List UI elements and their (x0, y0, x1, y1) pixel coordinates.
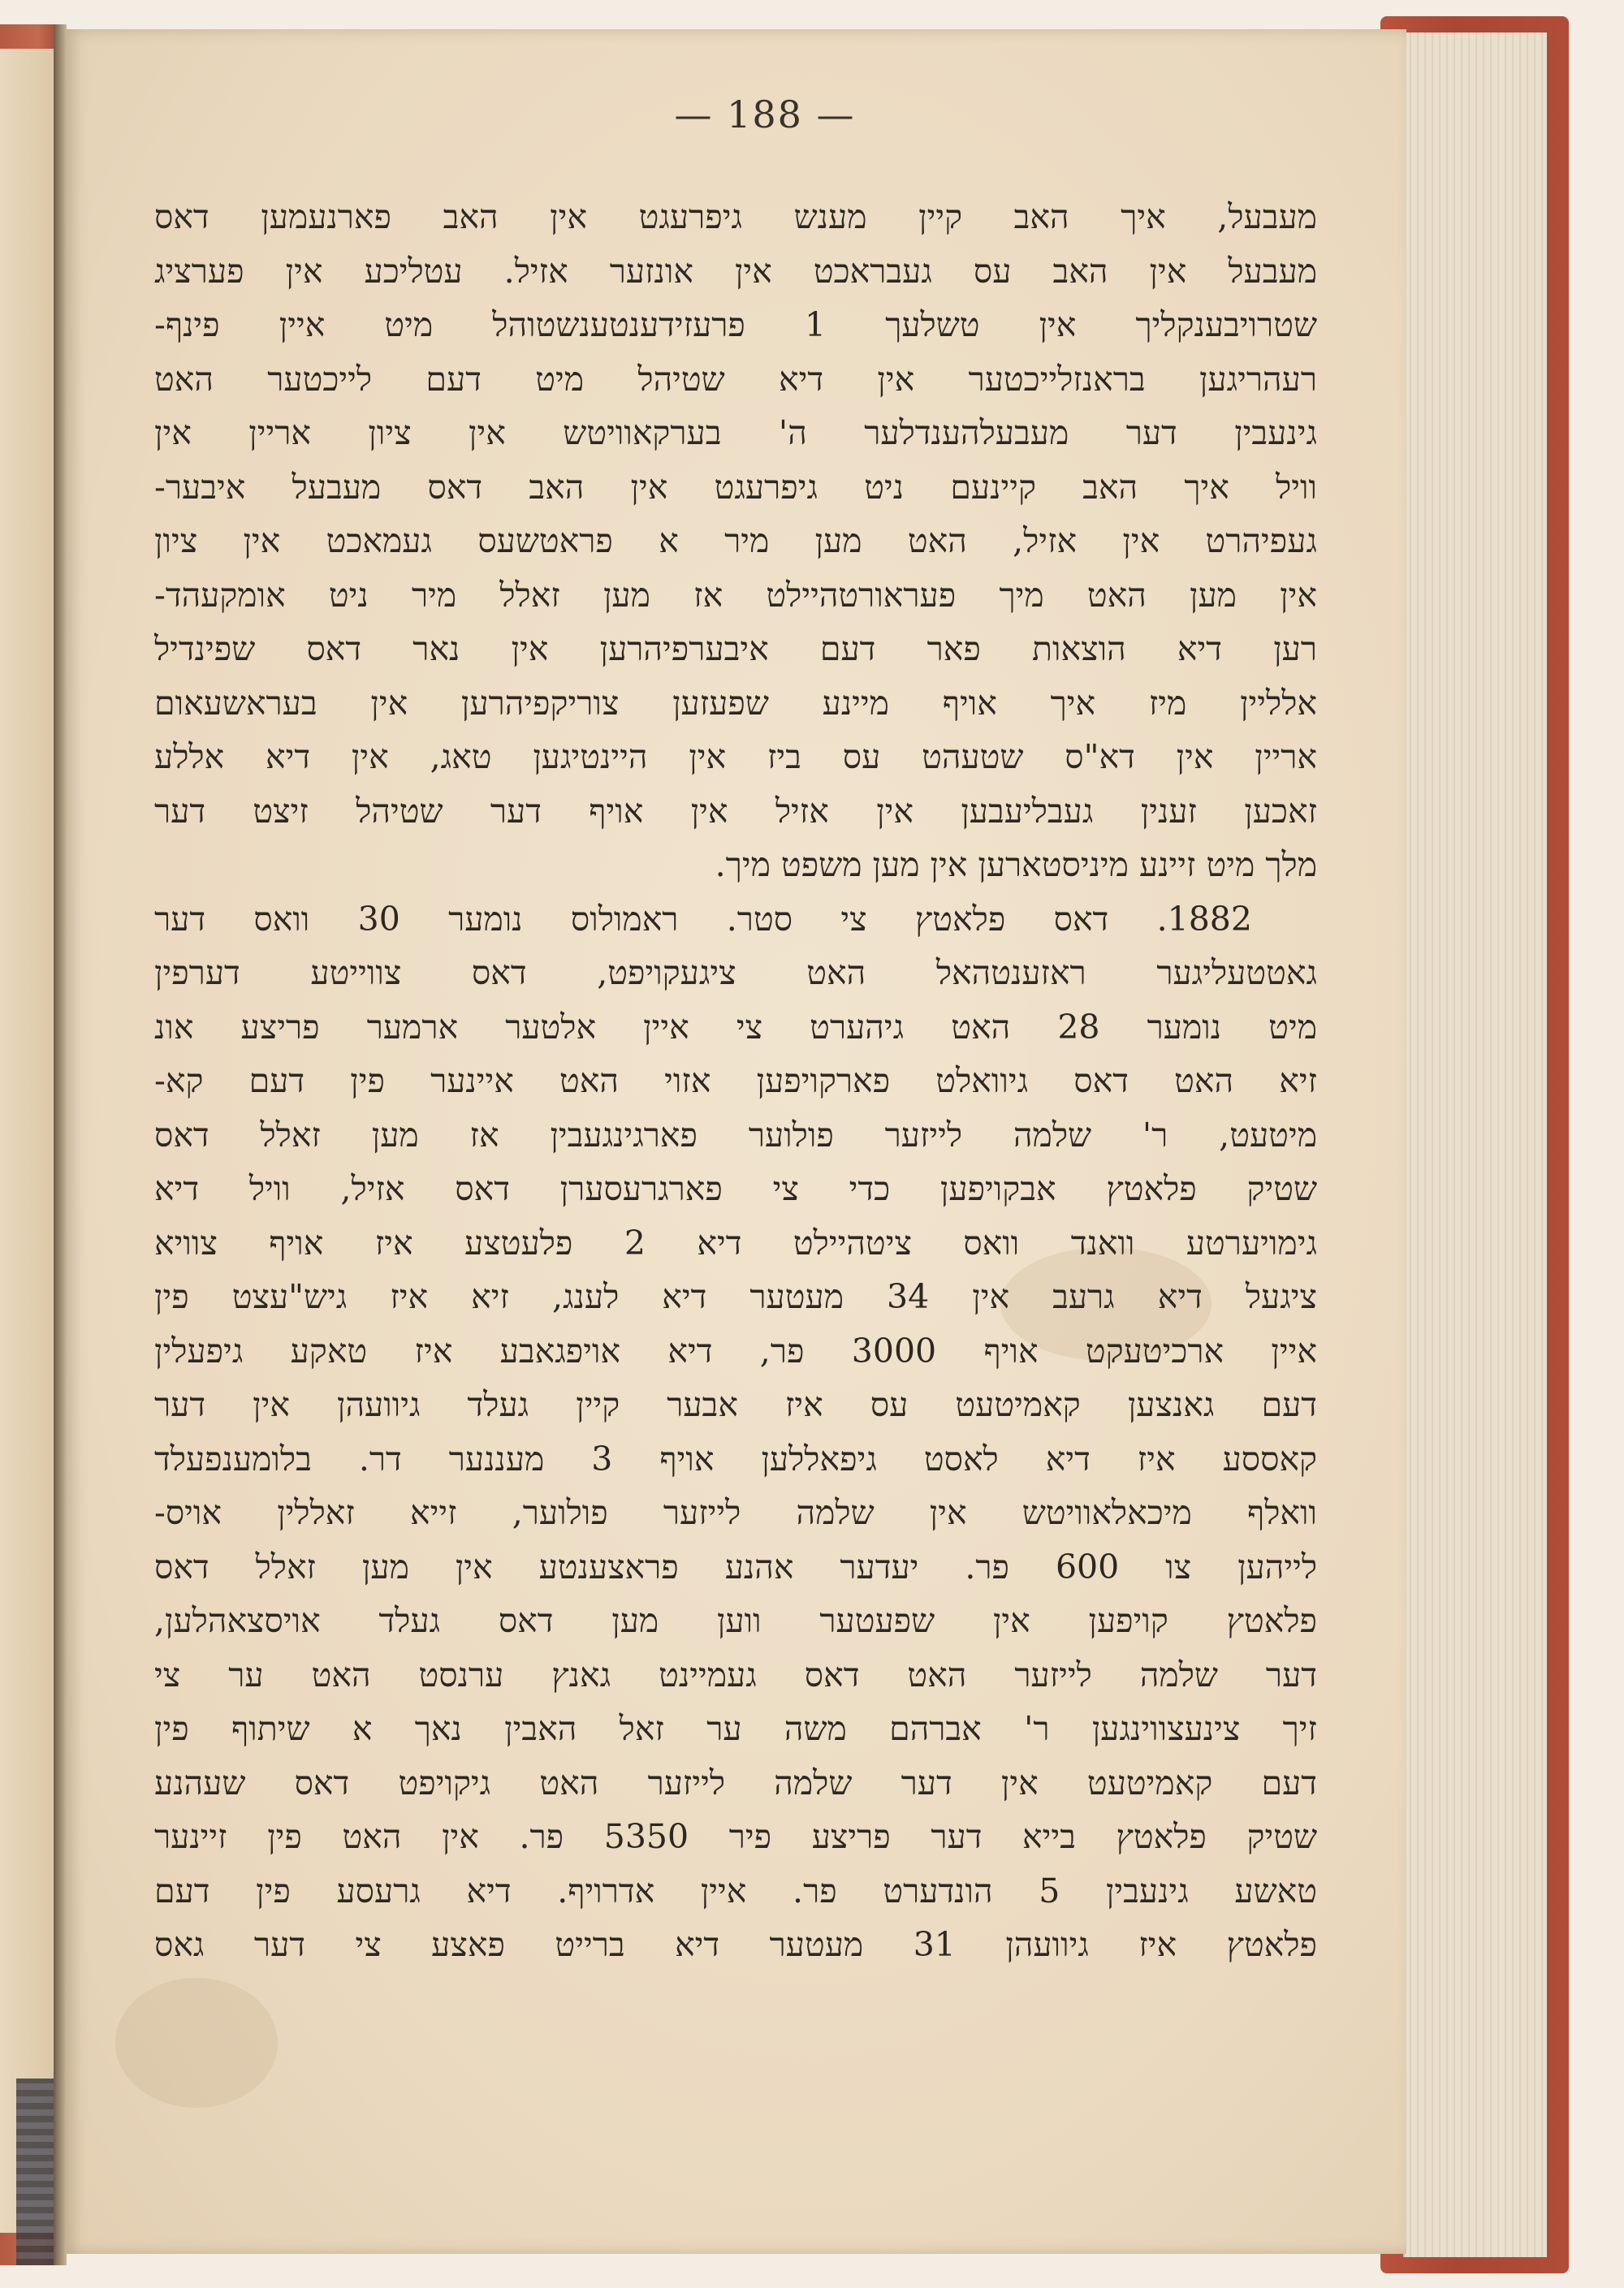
text-line: שטיק פלאטץ בייא דער פריצע פיר 5350 פר. אין האט פין זיינער (154, 1817, 1317, 1856)
book-page (67, 29, 1406, 2254)
facing-page (0, 49, 55, 2233)
text-line: רעהריגען בראנזלייכטער אין דיא שטיהל מיט דעם לייכטער האט (154, 359, 1317, 399)
text-line: דעם קאמיטעט אין דער שלמה לייזער האט גיקויפט דאס שעהנע (154, 1763, 1317, 1802)
text-line: מיט נומער 28 האט גיהערט צי איין אלטער ארמער פריצע אונ (154, 1007, 1317, 1047)
book-gutter (54, 24, 67, 2265)
text-line: איין ארכיטעקט אויף 3000 פר, דיא אויפגאבע איז טאקע גיפעלין (154, 1331, 1317, 1371)
text-line: וויל איך האב קיינעם ניט גיפרעגט אין האב דאס מעבעל איבער- (154, 467, 1317, 507)
text-line: שטיק פלאטץ אבקויפען כדי צי פארגרעסערן דאס אזיל, וויל דיא (154, 1169, 1317, 1208)
text-line: אין מען האט מיך פעראורטהיילט אז מען זאלל מיר ניט אומקעהד- (154, 575, 1317, 615)
text-line: שטרויבענקליך אין טשלעך 1 פרעזידענטענשטוהל מיט איין פינף- (154, 305, 1317, 344)
text-line: ציגעל דיא גרעב אין 34 מעטער דיא לענג, זיא איז גיש"עצט פין (154, 1277, 1317, 1316)
text-line: לייהען צו 600 פר. יעדער אהנע פראצענטע אין מען זאלל דאס (154, 1547, 1317, 1586)
page-edges (1403, 32, 1547, 2257)
text-line: מלך מיט זיינע מיניסטארען אין מען משפט מיך. (715, 845, 1317, 884)
text-line: קאססע איז דיא לאסט גיפאללען אויף 3 מעננער דר. בלומענפעלד (154, 1439, 1317, 1479)
text-line: מעבעל אין האב עס געבראכט אין אונזער אזיל. עטליכע אין פערציג (154, 251, 1317, 291)
text-line-paragraph-start: 1882. דאס פלאטץ צי סטר. ראמולוס נומער 30 וואס דער (154, 899, 1252, 939)
text-line: אלליין מיז איך אויף מיינע שפעזען צוריקפיהרען אין בעראשעאום (154, 683, 1317, 723)
text-line: גימויערטע וואנד וואס ציטהיילט דיא 2 פלעטצע איז אויף צוויא (154, 1223, 1317, 1263)
text-line: מיטעט, ר' שלמה לייזער פולוער פארגינגעבין אז מען זאלל דאס (154, 1115, 1317, 1155)
text-line: טאשע גינעבין 5 הונדערט פר. איין אדרויף. דיא גרעסע פין דעם (154, 1871, 1317, 1910)
text-line: וואלף מיכאלאוויטש אין שלמה לייזער פולוער, זייא זאללין אויס- (154, 1493, 1317, 1532)
text-line: גינעבין דער מעבעלהענדלער ה' בערקאוויטש אין ציון אריין אין (154, 413, 1317, 452)
text-line: אריין אין דא"ס שטעהט עס ביז אין היינטיגען טאג, אין דיא אללע (154, 737, 1317, 776)
body-text (154, 190, 1317, 1972)
text-line: זיך צינעצווינגען ר' אברהם משה ער זאל האבין נאך א שיתוף פין (154, 1709, 1317, 1748)
text-line: דעם גאנצען קאמיטעט עס איז אבער קיין געלד גיוועהן אין דער (154, 1385, 1317, 1424)
text-line: געפיהרט אין אזיל, האט מען מיר א פראטשעס געמאכט אין ציון (154, 521, 1317, 560)
text-line: רען דיא הוצאות פאר דעם איבערפיהרען אין נאר דאס שפינדיל (154, 629, 1317, 668)
text-line: פלאטץ איז גיוועהן 31 מעטער דיא ברייט פאצע צי דער גאס (154, 1925, 1317, 1964)
text-line: דער שלמה לייזער האט דאס געמיינט גאנץ ערנסט האט ער צי (154, 1655, 1317, 1694)
text-line: זיא האט דאס גיוואלט פארקויפען אזוי האט איינער פין דעם קא- (154, 1061, 1317, 1100)
page-number: — 188 — (674, 93, 856, 136)
paper-stain (115, 1978, 278, 2108)
text-line: גאטטעליגער ראזענטהאל האט ציגעקויפט, דאס צווייטע דערפין (154, 953, 1317, 992)
text-line: מעבעל, איך האב קיין מענש גיפרעגט אין האב פארנעמען דאס (154, 197, 1317, 236)
text-line: פלאטץ קויפען אין שפעטער ווען מען דאס געלד אויסצאהלען, (154, 1601, 1317, 1640)
text-line: זאכען זענין געבליעבען אין אזיל אין אויף דער שטיהל זיצט דער (154, 791, 1317, 831)
